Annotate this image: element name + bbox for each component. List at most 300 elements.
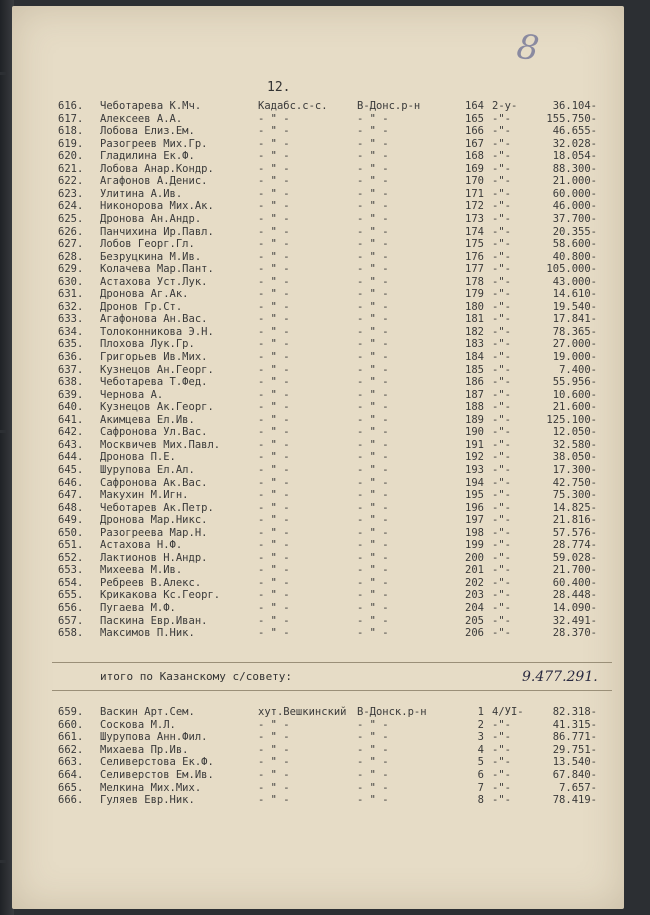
row-name: Шурупова Ел.Ал. bbox=[100, 463, 195, 476]
row-name: Безруцкина М.Ив. bbox=[100, 250, 202, 263]
row-name: Михаева Пр.Ив. bbox=[100, 743, 189, 756]
row-amount: 78.419- bbox=[552, 794, 597, 807]
row-number: 639. bbox=[58, 388, 84, 401]
row-location: - " - bbox=[258, 175, 290, 188]
row-amount: 28.448- bbox=[552, 589, 597, 602]
row-term: -"- bbox=[492, 363, 511, 376]
row-term: -"- bbox=[492, 769, 511, 781]
binder-hole bbox=[0, 860, 6, 863]
row-district: - " - bbox=[357, 551, 389, 564]
row-term: -"- bbox=[492, 476, 511, 489]
row-amount: 32.491- bbox=[552, 614, 597, 627]
row-amount: 19.000- bbox=[552, 351, 597, 363]
row-number: 655. bbox=[58, 589, 84, 602]
row-term: -"- bbox=[492, 238, 511, 251]
row-term: -"- bbox=[492, 351, 511, 363]
ledger-row bbox=[12, 477, 624, 490]
row-number: 638. bbox=[58, 376, 84, 389]
row-name: Михеева М.Ив. bbox=[100, 564, 183, 577]
ledger-row bbox=[12, 188, 624, 201]
row-amount: 88.300- bbox=[552, 162, 597, 175]
ledger-row bbox=[12, 263, 624, 276]
binder-hole bbox=[0, 430, 6, 433]
row-amount: 41.315- bbox=[552, 718, 597, 731]
row-location: - " - bbox=[258, 463, 290, 476]
row-district: В-Донск.р-н bbox=[357, 706, 427, 718]
row-district: - " - bbox=[357, 401, 389, 414]
row-lot: 176 bbox=[465, 250, 484, 263]
row-name: Дронова П.Е. bbox=[100, 451, 176, 464]
row-amount: 27.000- bbox=[552, 338, 597, 351]
row-term: -"- bbox=[492, 514, 511, 527]
ledger-row bbox=[12, 213, 624, 226]
row-name: Дронова Ан.Андр. bbox=[100, 212, 202, 225]
row-number: 651. bbox=[58, 539, 84, 552]
ledger-row bbox=[12, 401, 624, 414]
row-district: - " - bbox=[357, 225, 389, 238]
ledger-row bbox=[12, 527, 624, 540]
ledger-row bbox=[12, 589, 624, 602]
row-lot: 181 bbox=[465, 313, 484, 326]
divider-line bbox=[52, 662, 612, 663]
row-district: - " - bbox=[357, 526, 389, 539]
row-lot: 199 bbox=[465, 539, 484, 552]
row-term: -"- bbox=[492, 300, 511, 313]
row-amount: 17.300- bbox=[552, 463, 597, 476]
row-number: 654. bbox=[58, 576, 84, 589]
row-location: - " - bbox=[258, 718, 290, 731]
row-amount: 21.816- bbox=[552, 514, 597, 527]
row-district: - " - bbox=[357, 718, 389, 731]
row-location: - " - bbox=[258, 212, 290, 225]
row-name: Толоконникова Э.Н. bbox=[100, 325, 214, 338]
row-term: -"- bbox=[492, 112, 511, 125]
row-location: - " - bbox=[258, 200, 290, 213]
row-lot: 186 bbox=[465, 376, 484, 389]
row-name: Лактионов Н.Андр. bbox=[100, 551, 208, 564]
row-location: - " - bbox=[258, 756, 290, 769]
row-lot: 201 bbox=[465, 564, 484, 577]
row-location: Кадабс.с-с. bbox=[258, 100, 328, 112]
row-amount: 155.750- bbox=[546, 112, 597, 125]
row-lot: 164 bbox=[465, 100, 484, 112]
row-district: - " - bbox=[357, 137, 389, 150]
row-amount: 43.000- bbox=[552, 275, 597, 288]
row-number: 620. bbox=[58, 150, 84, 163]
row-location: - " - bbox=[258, 526, 290, 539]
row-lot: 7 bbox=[477, 781, 484, 794]
row-lot: 185 bbox=[465, 363, 484, 376]
row-district: - " - bbox=[357, 476, 389, 489]
row-term: -"- bbox=[492, 756, 511, 769]
ledger-row bbox=[12, 794, 624, 807]
row-district: - " - bbox=[357, 388, 389, 401]
ledger-row bbox=[12, 489, 624, 502]
ledger-row bbox=[12, 782, 624, 795]
row-amount: 75.300- bbox=[552, 489, 597, 502]
row-term: -"- bbox=[492, 212, 511, 225]
row-location: - " - bbox=[258, 137, 290, 150]
row-amount: 42.750- bbox=[552, 476, 597, 489]
binder-hole bbox=[0, 72, 6, 75]
row-location: - " - bbox=[258, 564, 290, 577]
row-district: - " - bbox=[357, 112, 389, 125]
row-lot: 4 bbox=[477, 743, 484, 756]
row-term: -"- bbox=[492, 200, 511, 213]
row-location: - " - bbox=[258, 769, 290, 781]
row-district: - " - bbox=[357, 376, 389, 389]
row-amount: 58.600- bbox=[552, 238, 597, 251]
row-name: Гуляев Евр.Ник. bbox=[100, 794, 195, 807]
ledger-row bbox=[12, 539, 624, 552]
row-number: 633. bbox=[58, 313, 84, 326]
row-district: - " - bbox=[357, 743, 389, 756]
row-amount: 60.400- bbox=[552, 576, 597, 589]
row-number: 648. bbox=[58, 501, 84, 514]
row-location: - " - bbox=[258, 489, 290, 502]
ledger-row bbox=[12, 514, 624, 527]
ledger-row bbox=[12, 577, 624, 590]
row-number: 650. bbox=[58, 526, 84, 539]
row-lot: 3 bbox=[477, 731, 484, 744]
row-term: -"- bbox=[492, 576, 511, 589]
ledger-row bbox=[12, 376, 624, 389]
row-lot: 195 bbox=[465, 489, 484, 502]
ledger-row bbox=[12, 251, 624, 264]
row-name: Селиверстов Ем.Ив. bbox=[100, 769, 214, 781]
ledger-row bbox=[12, 364, 624, 377]
row-number: 616. bbox=[58, 100, 84, 112]
row-amount: 32.028- bbox=[552, 137, 597, 150]
row-name: Кузнецов Ан.Георг. bbox=[100, 363, 214, 376]
row-term: -"- bbox=[492, 451, 511, 464]
row-number: 645. bbox=[58, 463, 84, 476]
row-amount: 36.104- bbox=[552, 100, 597, 112]
row-district: - " - bbox=[357, 150, 389, 163]
row-lot: 189 bbox=[465, 413, 484, 426]
row-amount: 18.054- bbox=[552, 150, 597, 163]
total-row bbox=[12, 668, 624, 686]
row-term: -"- bbox=[492, 388, 511, 401]
row-district: - " - bbox=[357, 589, 389, 602]
row-name: Сафронова Ак.Вас. bbox=[100, 476, 208, 489]
row-term: -"- bbox=[492, 438, 511, 451]
row-number: 629. bbox=[58, 263, 84, 276]
row-number: 641. bbox=[58, 413, 84, 426]
row-district: - " - bbox=[357, 451, 389, 464]
row-term: -"- bbox=[492, 162, 511, 175]
row-term: -"- bbox=[492, 743, 511, 756]
row-location: - " - bbox=[258, 187, 290, 200]
row-lot: 182 bbox=[465, 325, 484, 338]
row-district: - " - bbox=[357, 564, 389, 577]
row-location: - " - bbox=[258, 451, 290, 464]
row-district: - " - bbox=[357, 501, 389, 514]
row-location: - " - bbox=[258, 501, 290, 514]
row-term: -"- bbox=[492, 731, 511, 744]
row-lot: 169 bbox=[465, 162, 484, 175]
row-term: -"- bbox=[492, 288, 511, 301]
row-name: Паскина Евр.Иван. bbox=[100, 614, 208, 627]
row-amount: 125.100- bbox=[546, 413, 597, 426]
row-lot: 197 bbox=[465, 514, 484, 527]
row-location: - " - bbox=[258, 300, 290, 313]
ledger-row bbox=[12, 615, 624, 628]
row-location: - " - bbox=[258, 731, 290, 744]
row-term: -"- bbox=[492, 376, 511, 389]
ledger-row bbox=[12, 439, 624, 452]
ledger-row bbox=[12, 338, 624, 351]
row-amount: 20.355- bbox=[552, 225, 597, 238]
ledger-row bbox=[12, 301, 624, 314]
row-district: - " - bbox=[357, 781, 389, 794]
row-name: Разогреева Мар.Н. bbox=[100, 526, 208, 539]
ledger-row bbox=[12, 552, 624, 565]
row-number: 621. bbox=[58, 162, 84, 175]
row-name: Селиверстова Ек.Ф. bbox=[100, 756, 214, 769]
row-name: Акимцева Ел.Ив. bbox=[100, 413, 195, 426]
ledger-row bbox=[12, 756, 624, 769]
row-amount: 86.771- bbox=[552, 731, 597, 744]
row-name: Ребреев В.Алекс. bbox=[100, 576, 202, 589]
row-term: -"- bbox=[492, 401, 511, 414]
row-number: 649. bbox=[58, 514, 84, 527]
row-lot: 193 bbox=[465, 463, 484, 476]
row-lot: 180 bbox=[465, 300, 484, 313]
row-amount: 38.050- bbox=[552, 451, 597, 464]
row-amount: 14.090- bbox=[552, 602, 597, 614]
ledger-row bbox=[12, 313, 624, 326]
row-name: Чеботарев Ак.Петр. bbox=[100, 501, 214, 514]
row-number: 642. bbox=[58, 426, 84, 439]
total-amount: 9.477.291. bbox=[522, 669, 598, 685]
row-number: 644. bbox=[58, 451, 84, 464]
row-term: -"- bbox=[492, 325, 511, 338]
ledger-row bbox=[12, 351, 624, 364]
row-term: -"- bbox=[492, 426, 511, 439]
row-district: - " - bbox=[357, 263, 389, 276]
row-term: -"- bbox=[492, 564, 511, 577]
row-location: хут.Вешкинский bbox=[258, 706, 347, 718]
row-name: Мелкина Мих.Мих. bbox=[100, 781, 202, 794]
row-number: 658. bbox=[58, 627, 84, 640]
row-location: - " - bbox=[258, 576, 290, 589]
row-number: 662. bbox=[58, 743, 84, 756]
row-name: Дронова Аг.Ак. bbox=[100, 288, 189, 301]
ledger-row bbox=[12, 238, 624, 251]
row-location: - " - bbox=[258, 426, 290, 439]
row-lot: 178 bbox=[465, 275, 484, 288]
row-district: - " - bbox=[357, 539, 389, 552]
row-amount: 46.655- bbox=[552, 125, 597, 138]
ledger-row bbox=[12, 288, 624, 301]
row-lot: 167 bbox=[465, 137, 484, 150]
row-name: Чернова А. bbox=[100, 388, 164, 401]
row-name: Колачева Мар.Пант. bbox=[100, 263, 214, 276]
ledger-row bbox=[12, 414, 624, 427]
row-lot: 183 bbox=[465, 338, 484, 351]
row-amount: 32.580- bbox=[552, 438, 597, 451]
row-amount: 55.956- bbox=[552, 376, 597, 389]
row-lot: 168 bbox=[465, 150, 484, 163]
row-term: -"- bbox=[492, 187, 511, 200]
row-district: - " - bbox=[357, 238, 389, 251]
row-name: Плохова Лук.Гр. bbox=[100, 338, 195, 351]
row-term: -"- bbox=[492, 338, 511, 351]
ledger-row bbox=[12, 731, 624, 744]
row-amount: 37.700- bbox=[552, 212, 597, 225]
row-number: 627. bbox=[58, 238, 84, 251]
row-name: Астахова Уст.Лук. bbox=[100, 275, 208, 288]
row-location: - " - bbox=[258, 438, 290, 451]
row-lot: 188 bbox=[465, 401, 484, 414]
ledger-row bbox=[12, 138, 624, 151]
ledger-row bbox=[12, 602, 624, 615]
row-lot: 190 bbox=[465, 426, 484, 439]
ledger-row bbox=[12, 627, 624, 640]
row-lot: 203 bbox=[465, 589, 484, 602]
row-amount: 40.800- bbox=[552, 250, 597, 263]
row-location: - " - bbox=[258, 794, 290, 807]
row-number: 622. bbox=[58, 175, 84, 188]
row-name: Астахова Н.Ф. bbox=[100, 539, 183, 552]
row-lot: 172 bbox=[465, 200, 484, 213]
row-term: 2-у- bbox=[492, 100, 518, 112]
row-term: -"- bbox=[492, 125, 511, 138]
row-number: 663. bbox=[58, 756, 84, 769]
row-lot: 175 bbox=[465, 238, 484, 251]
row-name: Чеботарева К.Мч. bbox=[100, 100, 202, 112]
row-amount: 29.751- bbox=[552, 743, 597, 756]
row-number: 636. bbox=[58, 351, 84, 363]
row-district: - " - bbox=[357, 627, 389, 640]
row-term: -"- bbox=[492, 413, 511, 426]
row-name: Панчихина Ир.Павл. bbox=[100, 225, 214, 238]
row-lot: 206 bbox=[465, 627, 484, 640]
ledger-row bbox=[12, 769, 624, 782]
row-amount: 7.657- bbox=[559, 781, 597, 794]
row-district: В-Донс.р-н bbox=[357, 100, 421, 112]
row-district: - " - bbox=[357, 212, 389, 225]
row-number: 632. bbox=[58, 300, 84, 313]
row-lot: 8 bbox=[477, 794, 484, 807]
row-district: - " - bbox=[357, 338, 389, 351]
row-term: -"- bbox=[492, 589, 511, 602]
row-number: 659. bbox=[58, 706, 84, 718]
row-lot: 191 bbox=[465, 438, 484, 451]
row-location: - " - bbox=[258, 150, 290, 163]
ledger-row bbox=[12, 426, 624, 439]
row-name: Лобова Елиз.Ем. bbox=[100, 125, 195, 138]
ledger-row bbox=[12, 163, 624, 176]
row-name: Максимов П.Ник. bbox=[100, 627, 195, 640]
row-term: -"- bbox=[492, 551, 511, 564]
row-lot: 6 bbox=[477, 769, 484, 781]
row-district: - " - bbox=[357, 313, 389, 326]
row-location: - " - bbox=[258, 376, 290, 389]
row-number: 630. bbox=[58, 275, 84, 288]
row-district: - " - bbox=[357, 125, 389, 138]
row-amount: 105.000- bbox=[546, 263, 597, 276]
row-lot: 170 bbox=[465, 175, 484, 188]
row-amount: 14.825- bbox=[552, 501, 597, 514]
row-term: -"- bbox=[492, 275, 511, 288]
row-location: - " - bbox=[258, 351, 290, 363]
row-lot: 205 bbox=[465, 614, 484, 627]
row-amount: 67.840- bbox=[552, 769, 597, 781]
ledger-row bbox=[12, 326, 624, 339]
row-name: Лобов Георг.Гл. bbox=[100, 238, 195, 251]
ledger-row bbox=[12, 125, 624, 138]
ledger-row bbox=[12, 451, 624, 464]
row-location: - " - bbox=[258, 388, 290, 401]
row-amount: 21.700- bbox=[552, 564, 597, 577]
ledger-row bbox=[12, 389, 624, 402]
row-lot: 177 bbox=[465, 263, 484, 276]
page-number: 12. bbox=[267, 80, 291, 95]
row-lot: 202 bbox=[465, 576, 484, 589]
row-term: -"- bbox=[492, 463, 511, 476]
row-amount: 7.400- bbox=[559, 363, 597, 376]
row-number: 640. bbox=[58, 401, 84, 414]
row-district: - " - bbox=[357, 351, 389, 363]
row-district: - " - bbox=[357, 288, 389, 301]
row-term: -"- bbox=[492, 781, 511, 794]
row-amount: 78.365- bbox=[552, 325, 597, 338]
row-amount: 21.000- bbox=[552, 175, 597, 188]
row-number: 664. bbox=[58, 769, 84, 781]
row-location: - " - bbox=[258, 614, 290, 627]
row-number: 635. bbox=[58, 338, 84, 351]
row-term: -"- bbox=[492, 489, 511, 502]
row-term: -"- bbox=[492, 526, 511, 539]
ledger-row bbox=[12, 100, 624, 113]
row-name: Чеботарева Т.Фед. bbox=[100, 376, 208, 389]
row-location: - " - bbox=[258, 112, 290, 125]
row-name: Никонорова Мих.Ак. bbox=[100, 200, 214, 213]
row-lot: 187 bbox=[465, 388, 484, 401]
row-term: -"- bbox=[492, 175, 511, 188]
row-number: 628. bbox=[58, 250, 84, 263]
row-location: - " - bbox=[258, 413, 290, 426]
row-district: - " - bbox=[357, 576, 389, 589]
row-location: - " - bbox=[258, 551, 290, 564]
row-number: 631. bbox=[58, 288, 84, 301]
row-district: - " - bbox=[357, 731, 389, 744]
row-number: 623. bbox=[58, 187, 84, 200]
row-name: Соскова М.Л. bbox=[100, 718, 176, 731]
row-location: - " - bbox=[258, 225, 290, 238]
row-amount: 28.370- bbox=[552, 627, 597, 640]
row-district: - " - bbox=[357, 363, 389, 376]
row-term: -"- bbox=[492, 263, 511, 276]
row-name: Агафонов А.Денис. bbox=[100, 175, 208, 188]
row-term: -"- bbox=[492, 150, 511, 163]
row-location: - " - bbox=[258, 363, 290, 376]
row-lot: 184 bbox=[465, 351, 484, 363]
row-location: - " - bbox=[258, 162, 290, 175]
ledger-row bbox=[12, 113, 624, 126]
row-number: 626. bbox=[58, 225, 84, 238]
row-location: - " - bbox=[258, 250, 290, 263]
row-number: 625. bbox=[58, 212, 84, 225]
row-location: - " - bbox=[258, 288, 290, 301]
row-district: - " - bbox=[357, 187, 389, 200]
row-location: - " - bbox=[258, 514, 290, 527]
row-lot: 196 bbox=[465, 501, 484, 514]
row-name: Пугаева М.Ф. bbox=[100, 602, 176, 614]
row-lot: 198 bbox=[465, 526, 484, 539]
